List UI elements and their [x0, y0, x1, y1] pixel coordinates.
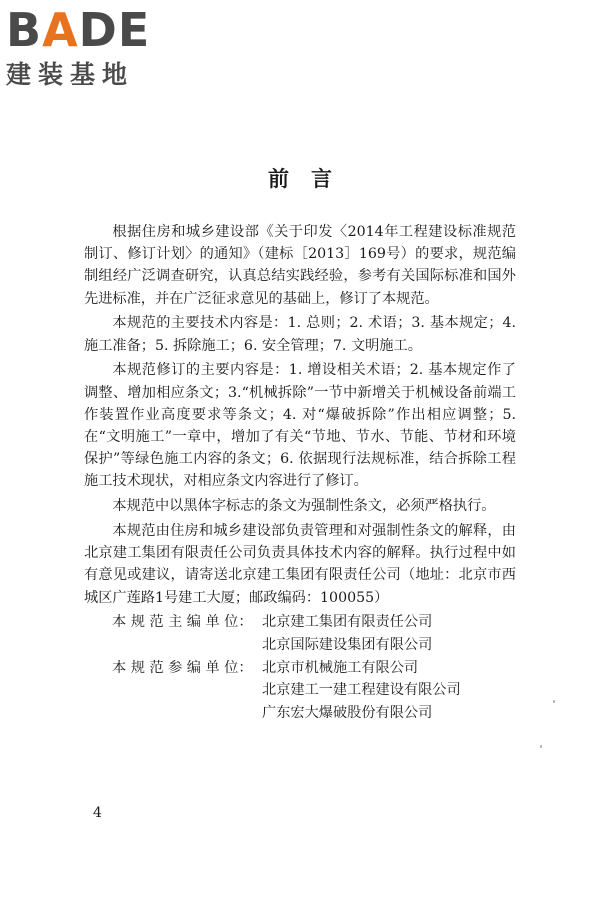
- document-body: [84, 221, 516, 724]
- scan-speck: [553, 700, 555, 703]
- participating-unit-row: [84, 657, 516, 680]
- logo-letter-b: B: [6, 3, 43, 57]
- logo-subtitle: 建装基地: [6, 60, 135, 89]
- scan-speck: [540, 745, 542, 748]
- participating-unit-row: [84, 702, 516, 725]
- logo-letters-de: DE: [78, 3, 151, 57]
- logo-wordmark: [6, 3, 178, 57]
- participating-units-label: 本 规 范 参 编 单 位：: [112, 659, 253, 676]
- chief-unit-row: [84, 611, 516, 634]
- chief-unit-row: [84, 634, 516, 657]
- logo-letter-a-accent: A: [42, 3, 79, 57]
- participating-unit-row: [84, 679, 516, 702]
- chief-units-label: 本 规 范 主 编 单 位：: [112, 614, 253, 631]
- paragraph-basis: 根据住房和城乡建设部《关于印发〈2014年工程建设标准规范制订、修订计划〉的通知》（建标［2013］169号）的要求，规范编制组经广泛调查研究，认真总结实践经验，参考有关国际标准和国外先进标准，并在广泛征求意见的基础上，修订了本规范。: [84, 224, 516, 307]
- paragraph-revision: 本规范修订的主要内容是：1. 增设相关术语；2. 基本规定作了调整、增加相应条文；3.“机械拆除”一节中新增关于机械设备前端工作装置作业高度要求等条文；4. 对“爆破拆除”作出相应调整；5. 在“文明施工”一章中，增加了有关“节地、节水、节能、节材和环境保护”等绿色施工内容的条文；6. 依据现行法规标准，结合拆除工程施工技术现状，对相应条文内容进行了修订。: [84, 362, 516, 490]
- chief-unit-2: 北京国际建设集团有限公司: [262, 637, 433, 654]
- participating-unit-3: 广东宏大爆破股份有限公司: [262, 704, 433, 721]
- paragraph-management: 本规范由住房和城乡建设部负责管理和对强制性条文的解释，由北京建工集团有限责任公司负责具体技术内容的解释。执行过程中如有意见或建议，请寄送北京建工集团有限责任公司（地址：北京市西城区广莲路1号建工大厦；邮政编码：100055）: [84, 523, 516, 606]
- paragraph-mandatory: 本规范中以黑体字标志的条文为强制性条文，必须严格执行。: [112, 498, 496, 515]
- chief-unit-1: 北京建工集团有限责任公司: [262, 614, 433, 631]
- paragraph-main-content: 本规范的主要技术内容是：1. 总则；2. 术语；3. 基本规定；4. 施工准备；5. 拆除施工；6. 安全管理；7. 文明施工。: [84, 315, 516, 354]
- site-logo: [6, 3, 178, 90]
- page-title: 前言: [268, 166, 354, 191]
- page-number: 4: [93, 805, 102, 821]
- participating-unit-2: 北京建工一建工程建设有限公司: [262, 682, 461, 699]
- participating-unit-1: 北京市机械施工有限公司: [262, 659, 419, 676]
- editing-units: [84, 611, 516, 724]
